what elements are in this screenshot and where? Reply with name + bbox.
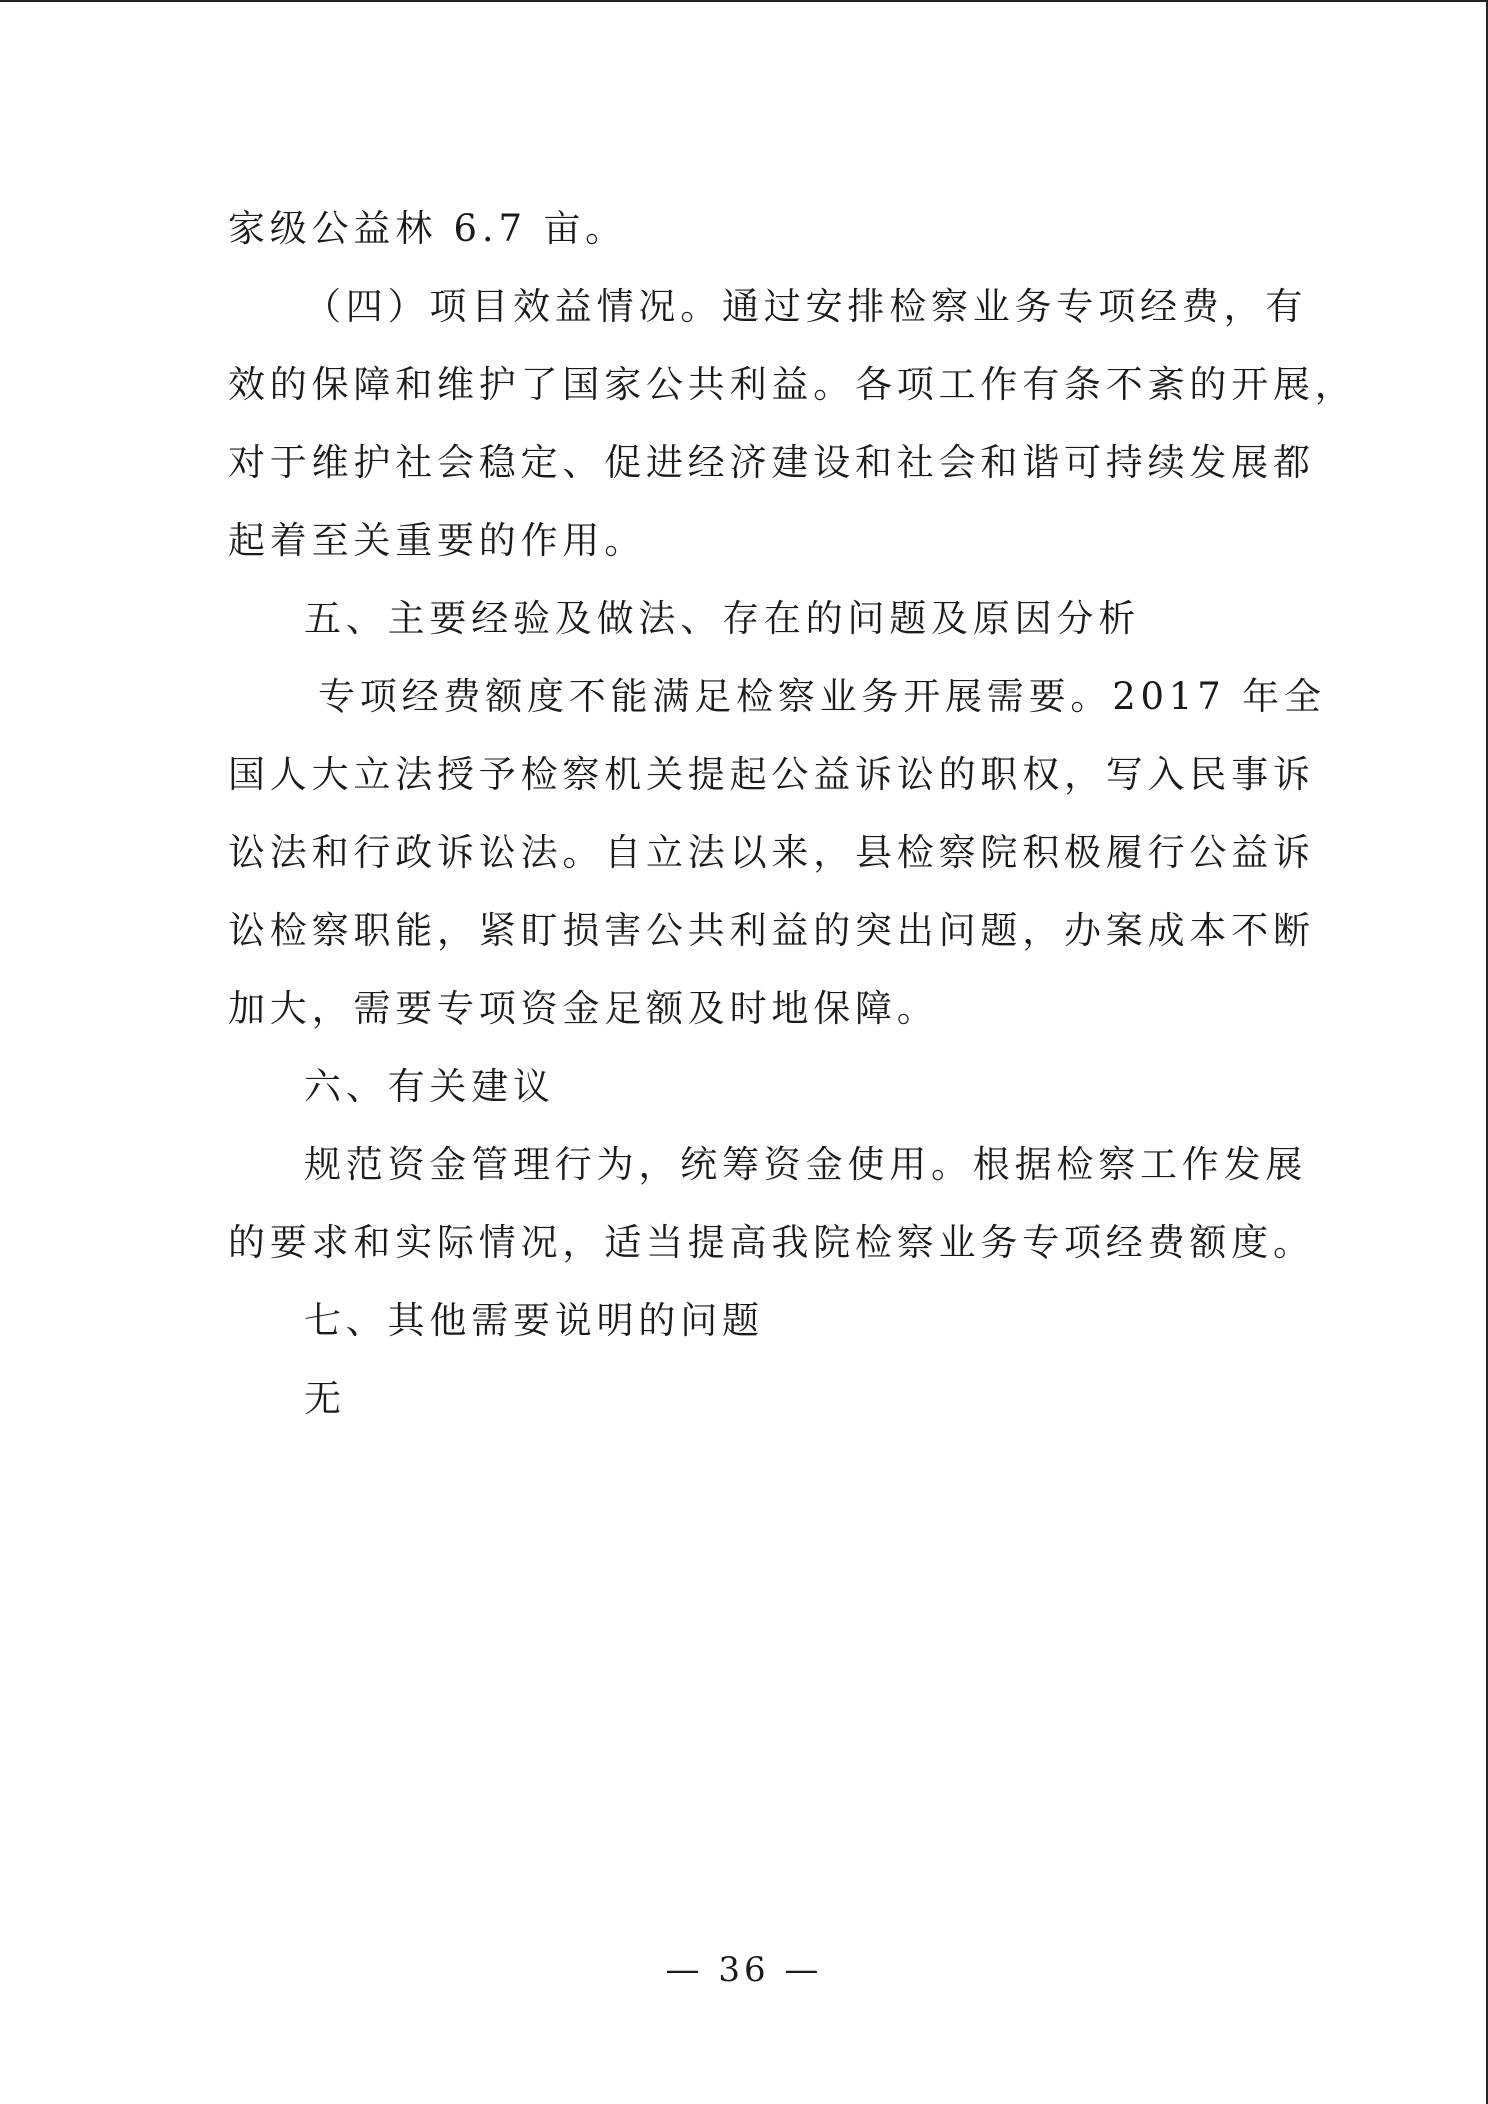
paragraph-line: 对于维护社会稳定、促进经济建设和社会和谐可持续发展都: [228, 441, 1315, 484]
section-heading-suggestions: 六、有关建议: [304, 1065, 555, 1108]
paragraph-line-suggestion: 规范资金管理行为，统筹资金使用。根据检察工作发展: [304, 1143, 1308, 1186]
paragraph-line: 起着至关重要的作用。: [228, 519, 646, 562]
paragraph-line: 讼检察职能，紧盯损害公共利益的突出问题，办案成本不断: [228, 909, 1315, 952]
paragraph-line: 的要求和实际情况，适当提高我院检察业务专项经费额度。: [228, 1221, 1315, 1264]
top-border: [0, 0, 1488, 2]
section-heading-experience: 五、主要经验及做法、存在的问题及原因分析: [304, 597, 1140, 640]
body-text: [228, 190, 1357, 1438]
paragraph-line-continuation: 家级公益林 6.7 亩。: [228, 207, 627, 250]
paragraph-line-none: 无: [304, 1377, 346, 1420]
paragraph-line-funding-issue: 专项经费额度不能满足检察业务开展需要。2017 年全: [318, 675, 1326, 718]
paragraph-line: 国人大立法授予检察机关提起公益诉讼的职权，写入民事诉: [228, 753, 1315, 796]
section-heading-other: 七、其他需要说明的问题: [304, 1299, 764, 1342]
paragraph-line-project-benefit: （四）项目效益情况。通过安排检察业务专项经费，有: [304, 285, 1308, 328]
paragraph-line: 效的保障和维护了国家公共利益。各项工作有条不紊的开展，: [228, 363, 1357, 406]
paragraph-line: 加大，需要专项资金足额及时地保障。: [228, 987, 939, 1030]
page-number: — 36 —: [665, 1950, 823, 1990]
paragraph-line: 讼法和行政诉讼法。自立法以来，县检察院积极履行公益诉: [228, 831, 1315, 874]
